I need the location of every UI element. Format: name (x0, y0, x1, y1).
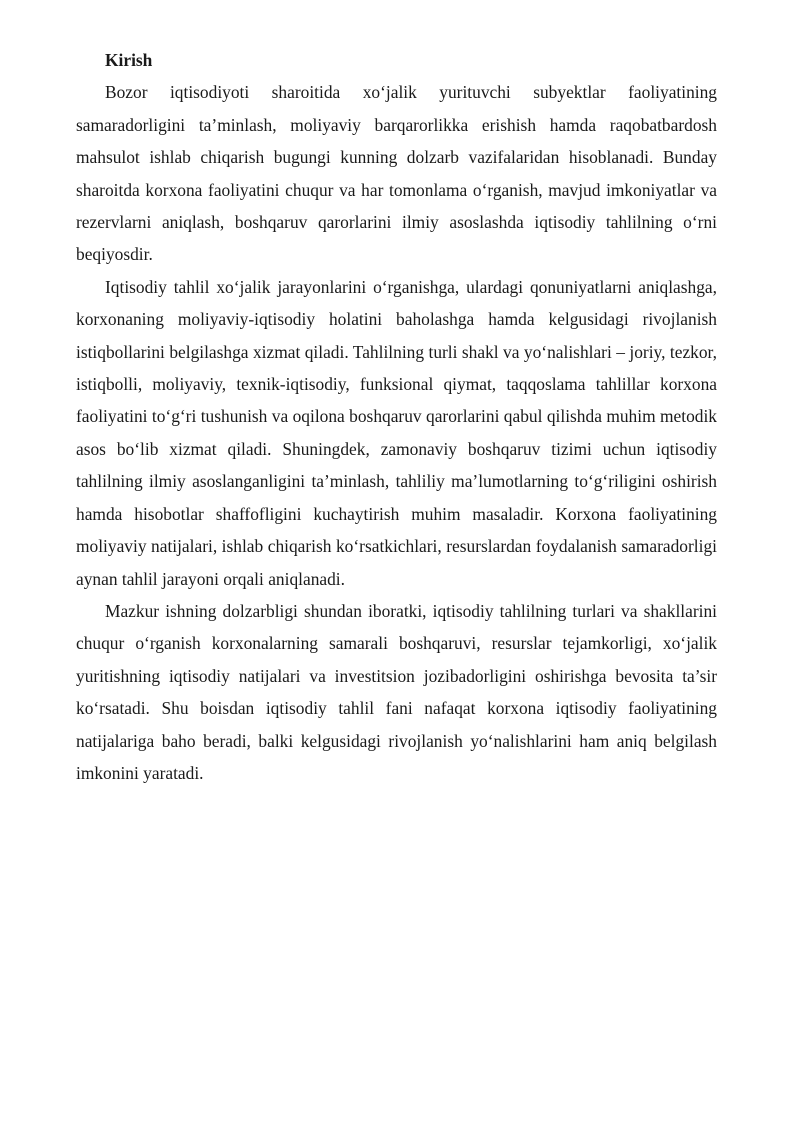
section-heading: Kirish (105, 50, 153, 70)
paragraph-analysis: Iqtisodiy tahlil xo‘jalik jarayonlarini o‘rganishga, ulardagi qonuniyatlarni aniqlashga, korxonaning moliyaviy-iqtisodiy holatini baholashga hamda kelgusidagi rivojlanish istiqbollarini belgilashga xizmat qiladi. Tahlilning turli shakl va yo‘nalishlari – joriy, tezkor, istiqbolli, moliyaviy, texnik-iqtisodiy, funksional qiymat, taqqoslama tahlillar korxona faoliyatini to‘g‘ri tushunish va oqilona boshqaruv qarorlarini qabul qilishda muhim metodik asos bo‘lib xizmat qiladi. Shuningdek, zamonaviy boshqaruv tizimi uchun iqtisodiy tahlilning ilmiy asoslanganligini ta’minlash, tahliliy ma’lumotlarning to‘g‘riligini oshirish hamda hisobotlar shaffofligini kuchaytirish muhim masaladir. Korxona faoliyatining moliyaviy natijalari, ishlab chiqarish ko‘rsatkichlari, resurslardan foydalanish samaradorligi aynan tahlil jarayoni orqali aniqlanadi. (76, 276, 717, 589)
paragraph-intro: Bozor iqtisodiyoti sharoitida xo‘jalik yurituvchi subyektlar faoliyatining samaradorligini ta’minlash, moliyaviy barqarorlikka erishish hamda raqobatbardosh mahsulot ishlab chiqarish bugungi kunning dolzarb vazifalaridan hisoblanadi. Bunday sharoitda korxona faoliyatini chuqur va har tomonlama o‘rganish, mavjud imkoniyatlar va rezervlarni aniqlash, boshqaruv qarorlarini ilmiy asoslashda iqtisodiy tahlilning o‘rni beqiyosdir. (76, 82, 717, 265)
paragraph-relevance: Mazkur ishning dolzarbligi shundan iboratki, iqtisodiy tahlilning turlari va shakllarini chuqur o‘rganish korxonalarning samarali boshqaruvi, resurslar tejamkorligi, xo‘jalik yuritishning iqtisodiy natijalari va investitsion jozibadorligini oshirishga bevosita ta’sir ko‘rsatadi. Shu boisdan iqtisodiy tahlil fani nafaqat korxona iqtisodiy faoliyatining natijalariga baho beradi, balki kelgusidagi rivojlanish yo‘nalishlarini ham aniq belgilash imkonini yaratadi. (76, 600, 717, 783)
document-body (76, 44, 717, 789)
